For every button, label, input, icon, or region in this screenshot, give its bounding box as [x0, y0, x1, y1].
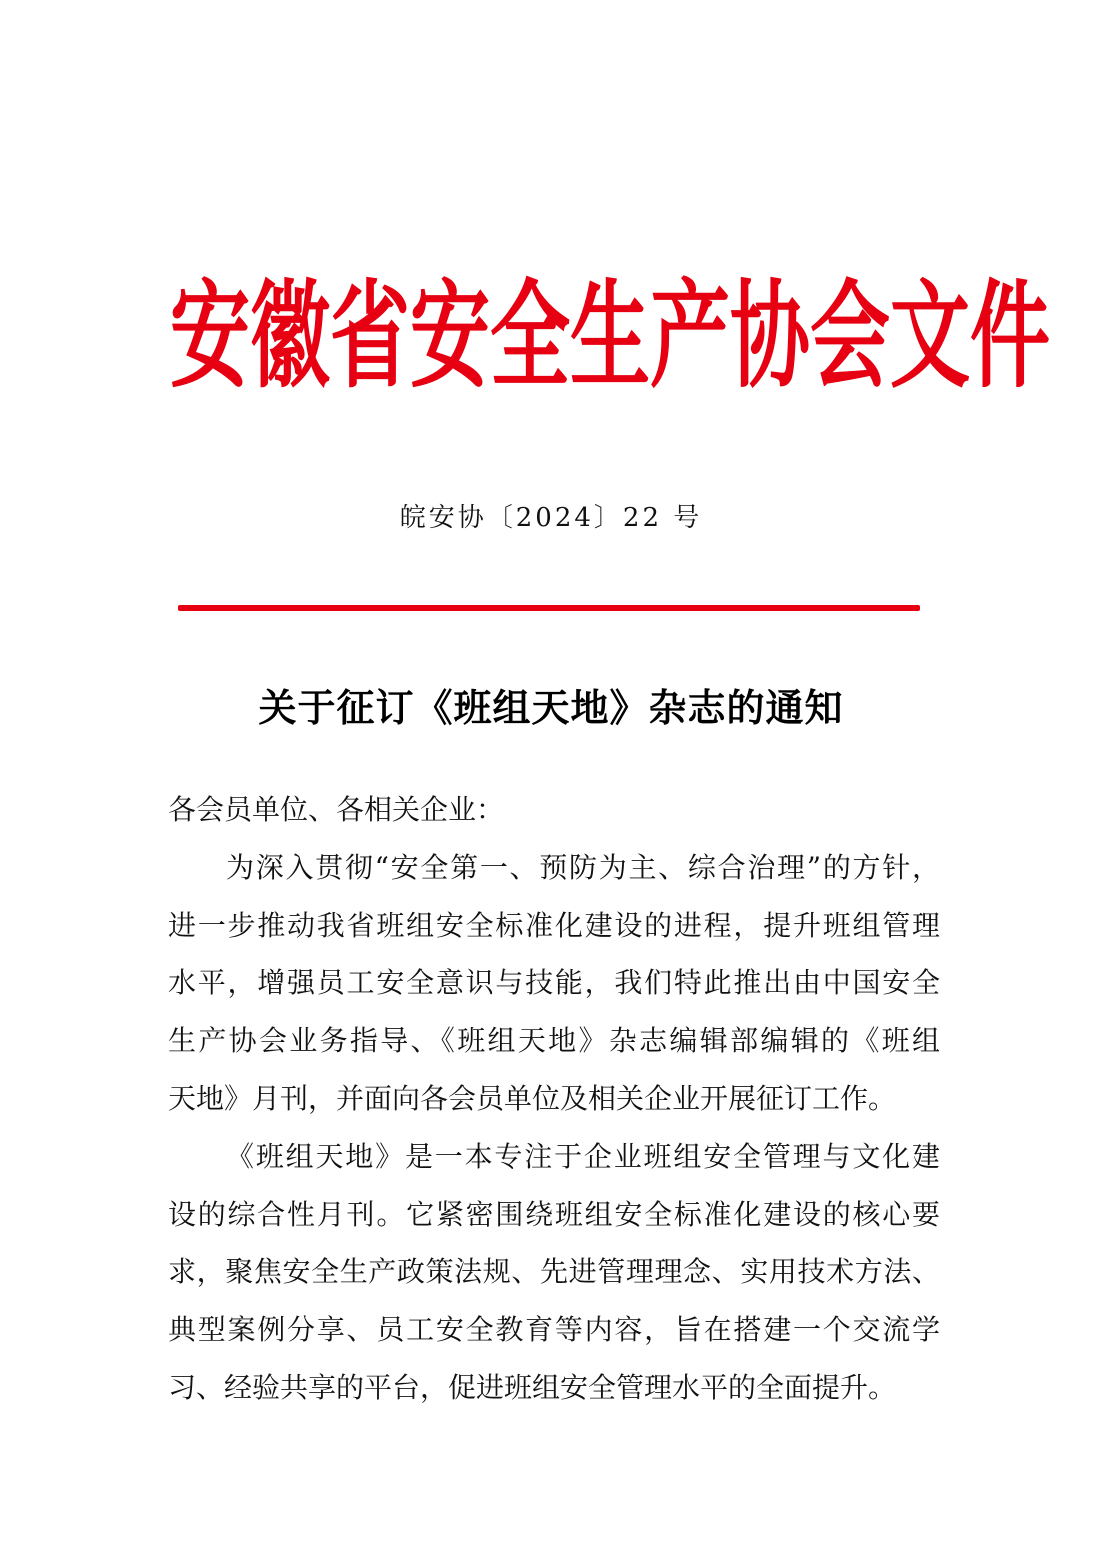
paragraph-line: 设的综合性月刊。它紧密围绕班组安全标准化建设的核心要: [168, 1197, 940, 1231]
red-divider-line: [178, 605, 920, 611]
paragraph-line: 水平，增强员工安全意识与技能，我们特此推出由中国安全: [168, 966, 940, 1000]
header-char: 生: [570, 268, 650, 404]
notice-title: 关于征订《班组天地》杂志的通知: [258, 686, 844, 730]
issuing-authority-header: [170, 262, 1050, 412]
header-char: 安: [410, 268, 490, 404]
paragraph-line: 为深入贯彻“安全第一、预防为主、综合治理”的方针，: [226, 850, 940, 884]
header-char: 件: [970, 268, 1050, 404]
paragraph-line: 典型案例分享、员工安全教育等内容，旨在搭建一个交流学: [168, 1313, 940, 1347]
header-char: 协: [730, 268, 810, 404]
paragraph-line: 天地》月刊，并面向各会员单位及相关企业开展征订工作。: [168, 1081, 897, 1115]
header-char: 安: [170, 268, 250, 404]
notice-body: [168, 781, 940, 1417]
paragraph-line: 进一步推动我省班组安全标准化建设的进程，提升班组管理: [168, 908, 940, 942]
paragraph-line: 《班组天地》是一本专注于企业班组安全管理与文化建: [226, 1139, 940, 1173]
header-char: 徽: [250, 268, 330, 404]
salutation: 各会员单位、各相关企业：: [168, 793, 505, 826]
paragraph-line: 求，聚焦安全生产政策法规、先进管理理念、实用技术方法、: [168, 1255, 940, 1289]
paragraph-1: [168, 839, 940, 1128]
paragraph-line: 习、经验共享的平台，促进班组安全管理水平的全面提升。: [168, 1370, 897, 1404]
header-char: 产: [650, 268, 730, 404]
paragraph-2: [168, 1128, 940, 1417]
header-char: 会: [810, 268, 890, 404]
paragraph-line: 生产协会业务指导、《班组天地》杂志编辑部编辑的《班组: [168, 1024, 940, 1058]
header-char: 全: [490, 268, 570, 404]
document-number: 皖安协〔2024〕22 号: [399, 503, 703, 533]
header-char: 省: [330, 268, 410, 404]
header-char: 文: [890, 268, 970, 404]
